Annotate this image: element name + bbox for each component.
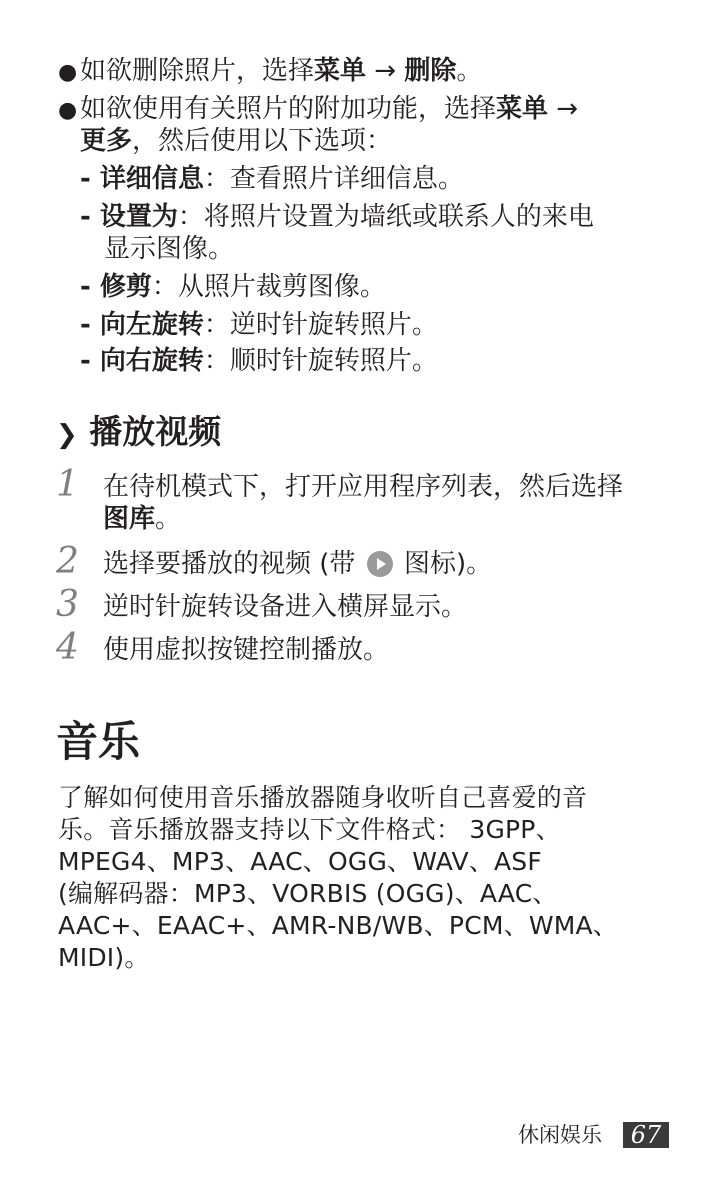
- bold-term: 更多: [80, 126, 133, 156]
- text-run: 在待机模式下，打开应用程序列表，然后选择: [103, 472, 624, 502]
- step-text: [103, 500, 181, 538]
- option-detail: - 详细信息：查看照片详细信息。: [80, 164, 464, 194]
- step-text: [103, 631, 389, 669]
- dash-marker: -: [80, 310, 100, 340]
- option-name: 向左旋转: [99, 310, 204, 340]
- section-title: 播放视频: [89, 412, 222, 451]
- bold-term: 删除: [404, 56, 457, 86]
- bullet-icon: ●: [58, 98, 78, 123]
- text-run: 逆时针旋转设备进入横屏显示。: [103, 592, 468, 622]
- chevron-right-icon: ❯: [56, 420, 78, 450]
- music-paragraph-line: MIDI)。: [58, 943, 150, 972]
- bold-term: 图库: [103, 504, 156, 534]
- text-run: 。: [155, 504, 182, 534]
- option-desc: 逆时针旋转照片。: [229, 310, 438, 340]
- music-paragraph-line: 乐。音乐播放器支持以下文件格式： 3GPP、: [58, 815, 561, 844]
- option-desc: 查看照片详细信息。: [229, 164, 464, 194]
- option-desc-cont: 显示图像。: [104, 234, 235, 264]
- step-text: [103, 588, 467, 626]
- music-paragraph-line: 了解如何使用音乐播放器随身收听自己喜爱的音: [58, 783, 588, 812]
- page-number: 67: [623, 1122, 669, 1148]
- option-desc: 将照片设置为墙纸或联系人的来电: [203, 202, 594, 232]
- bullet-icon: ●: [58, 60, 78, 85]
- bullet-line: [80, 122, 392, 160]
- music-paragraph-line: (编解码器：MP3、VORBIS (OGG)、AAC、: [58, 879, 558, 908]
- step-number: 3: [56, 584, 79, 625]
- text-run: 如欲删除照片，选择: [80, 56, 315, 86]
- dash-marker: -: [80, 272, 100, 302]
- music-paragraph-line: AAC+、EAAC+、AMR-NB/WB、PCM、WMA、: [58, 911, 619, 940]
- dash-marker: -: [80, 346, 100, 376]
- option-desc: 从照片裁剪图像。: [177, 272, 386, 302]
- play-icon: [367, 551, 393, 577]
- option-name: 详细信息: [99, 164, 204, 194]
- option-crop: - 修剪：从照片裁剪图像。: [80, 272, 386, 302]
- step-number: 1: [56, 464, 79, 505]
- option-set-as: - 设置为：将照片设置为墙纸或联系人的来电: [80, 202, 594, 232]
- step-text: 选择要播放的视频 (带 图标)。: [103, 549, 493, 579]
- text-run: 如欲使用有关照片的附加功能，选择: [80, 94, 497, 124]
- text-run: 。: [456, 56, 483, 86]
- section-heading-music: 音乐: [56, 717, 141, 766]
- option-desc: 顺时针旋转照片。: [229, 346, 438, 376]
- section-heading-video: [56, 410, 221, 457]
- option-rotate-right: - 向右旋转：顺时针旋转照片。: [80, 346, 438, 376]
- music-paragraph-line: MPEG4、MP3、AAC、OGG、WAV、ASF: [58, 847, 542, 876]
- step-number: 4: [56, 627, 79, 668]
- footer-chapter-label: 休闲娱乐: [518, 1123, 602, 1147]
- bullet-item: [58, 52, 77, 92]
- dash-marker: -: [80, 202, 100, 232]
- step-number: 2: [56, 541, 79, 582]
- option-rotate-left: - 向左旋转：逆时针旋转照片。: [80, 310, 438, 340]
- dash-marker: -: [80, 164, 100, 194]
- option-name: 设置为: [99, 202, 178, 232]
- text-run: ，然后使用以下选项：: [132, 126, 393, 156]
- option-name: 向右旋转: [99, 346, 204, 376]
- bold-term: 菜单: [314, 56, 367, 86]
- option-name: 修剪: [99, 272, 152, 302]
- text-run: →: [548, 94, 579, 124]
- bold-term: 菜单: [496, 94, 549, 124]
- bullet-item: [58, 90, 77, 130]
- text-run: →: [366, 56, 405, 86]
- text-run: 使用虚拟按键控制播放。: [103, 635, 390, 665]
- bullet-line: [80, 52, 482, 90]
